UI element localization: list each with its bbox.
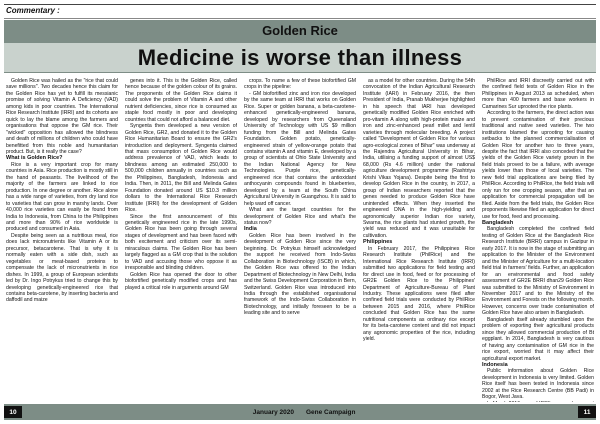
paragraph: PhilRice and IRRI discreetly carried out with the confined field tests of Golden Rice in the Philippines in August 2013 as scheduled, when more than 400 farmers and base workers in Camarines Sur uprooted the rice plants. (482, 78, 594, 110)
page-number-right: 11 (578, 406, 596, 418)
top-rule (4, 4, 596, 5)
paragraph: Rice is a very important crop for many countries in Asia. Rice production is mostly still in the hand of peasants. The livelihood of the majority of the farmers are linked to rice production. In one degree or another. Rice alone has a wide range of varieties, from dry land rice to varieties that can grow in marshy lands. Over 40,000 rice varieties can easily be found from India to Indonesia, from China to the Philippines and more than 90% of rice worldwide is produced and consumed in Asia. (6, 161, 118, 233)
section-rule (4, 18, 596, 19)
paragraph: Golden Rice was hailed as the "rice that could save millions". Two decades hence this claim for the Golden Rice has yet to fulfill its messianic promise of solving Vitamin A Deficiency (VAD) among kids in poor countries. The International Rice Research Institute (IRRI) and its cohorts are quick to lay the blame among the farmers and organisations that oppose the GM rice. Their "wicked" opposition has allowed the blindness and death of millions of children who could have benefitted from this noble and humanitarian product. But, is it really the case? (6, 78, 118, 155)
issue-date: January 2020 (252, 408, 294, 416)
article-subtitle: Medicine is worse than illness (4, 43, 596, 72)
paragraph: Public information about Golden Rice development in Indonesia is very limited. Golden Rice itself has been tested in Indonesia since 2002 at the Rice Research Centre (BB Padi) in Bogor, West Java. (482, 368, 594, 401)
text-column (125, 78, 237, 402)
paragraph: crops. To name a few of these biofortified GM crops in the pipeline: (244, 78, 356, 91)
paragraph: Since the first announcement of this genetically engineered rice in the late 1990s, Golden Rice has been going through several stages of development and has been faced with both excitement and criticism over its semi-miraculous claims. The Golden Rice has been largely flagged as a GM crop that is the solution to VAD and accusing those who oppose it as irresponsible and blinding children. (125, 213, 237, 272)
headline-banner (4, 20, 596, 73)
section-heading: What is Golden Rice? (6, 155, 63, 162)
section-heading: Bangladesh (482, 219, 514, 226)
section-label: Commentary : (6, 6, 60, 15)
section-heading: India (244, 226, 257, 233)
paragraph: as a model for other countries. During the 54th convocation of the Indian Agricultural Research Institute (IARI) in February 2016, the then President of India, Pranab Mukherjee highlighted in his speech that IARI has developed genetically modified Golden Rice enriched with pro-vitamin A along with high-protein maize and iron and zinc-enhanced pearl millet and lentil varieties through molecular breeding. A project called "Development of Golden Rice for various agro-ecological zones of Bihar" was underway at the Rajendra Agricultural University in Bihar, India, utilising a funding support of almost US$ 68,000 (Rs 4.6 million) under the national agriculture development programme (Rashtriya Krishi Vikas Yojana). Despite being the first to develop Golden Rice in the country, in 2017, a group of Indian researchers reported that the genes needed to produce Golden Rice have unintended effects. When they inserted the engineered DNA in the high-yielding and agronomically superior Indian rice variety, Swarna, the rice plants had stunted growth, the yield was reduced and it was unsuitable for cultivation. (363, 78, 475, 239)
paragraph: Despite being seen as a nutritious meal, rice does lack micronutrients like Vitamin A or its precursor, betacarotene. That is why it is normally eaten with a side dish, such as vegetables or meat-based proteins to compensate the lack of micronutrients in rice dishes. In 1999, a group of European scientists led by Dr. Ingo Potrykus tried to change this by developing genetically-engineered rice that contains beta-carotene, by inserting bacteria and daffodil and maize (6, 232, 118, 304)
text-column (6, 78, 118, 402)
paragraph: Bangladesh completed the confined field testing of Golden Rice at the Bangladesh Rice Research Institute (BRRI) campus in Gazipur in early 2017. It is now in the stage of submitting an application to the Minister of the Environment and the Minister of Agriculture for a multi-location field trial in farmers' fields. Further, an application for an environmental and food safety assessment of GR2E BRRI dhan29 Golden Rice was submitted to the Ministry of Environment in November 2017 and to the Ministry of the Environment and Forests on the following month. However, concerns over trade contamination of Golden Rice have also arisen in Bangladesh. (482, 226, 594, 317)
page-number-left: 10 (4, 406, 22, 418)
paragraph: According to the farmers, the direct action was to prevent contamination of their precious traditional and native seed varieties. The two institutions blamed the uprooting for causing setbacks to the planned commercialisation of Golden Rice for another two to three years, despite the fact that IRRI also conceded that the yields of the Golden Rice variety grown in the field trials proved to be a failure, with average yields lower than those of local varieties. The new field trial applications are being filed by PhilRice. According to PhilRice, the field trials will only run for one cropping season, after that an application for commercial propagation will be filed. Aside from the field trials, the Golden Rice proponents likewise filed an application for direct use for food, feed and processing. (482, 110, 594, 220)
text-column (244, 78, 356, 402)
text-column (363, 78, 475, 402)
section-heading: Indonesia (482, 361, 508, 368)
section-heading: Philippines (363, 239, 393, 246)
paragraph: In February 2017, the Philippines Rice Research Institute (PhilRice) and the International Rice Research Institute (IRRI) submitted two applications for field testing and for direct use in food, feed or for processing of GR2E Golden Rice to the Philippines' Department of Agriculture-Bureau of Plant Industry. These applications were filed after confined field trials were conducted by PhilRice between 2015 and 2016, where PhilRice concluded that Golden Rice has the same nutritional components as ordinary rice except for its beta-carotene content and did not impact any agronomic properties of the rice, including yield. (363, 245, 475, 343)
paragraph: What are the target countries for the development of Golden Rice and what's the status now? (244, 207, 356, 226)
paragraph: - GM biofortified zinc and iron rice developed by the same team at IRRI that works on Golden Rice. Super or golden banana, a beta-carotene-enhanced genetically-engineered banana, developed by researchers from Queensland University of Technology with US $9 million funding from the Bill and Melinda Gates Foundation. Golden potato, genetically-engineered strain of yellow-orange potato that contains vitamin A and vitamin E, developed by a group of scientists at Ohio State University and the Indian National Agency for New Technologies. Purple rice, genetically-engineered rice that contains the antioxidant anthocyanin compounds found in blueberries, developed by a team at the South China Agricultural University in Guangzhou. It is said to help ward off cancer. (244, 90, 356, 207)
page-footer (4, 404, 596, 420)
paragraph: Golden Rice has been involved in the development of Golden Rice since the very beginning. Dr. Potrykus himself acknowledged the support he received from Indo-Swiss Collaboration in Biotechnology (ISCB) in which, the Golden Rice was offered to the Indian Department of Biotechnology in New Delhi, India and the Swiss Development Corporation in Bern, Switzerland. Golden Rice was introduced into India through the established organisational framework of the Indo-Swiss Collaboration in Biotechnology, and initially foreseen to be a leading site and to serve (244, 232, 356, 317)
article-title: Golden Rice (262, 23, 338, 38)
paragraph: Syngenta then developed a new version of Golden Rice, GR2, and donated it to the Golden Rice Humanitarian Board to ensure the GR2's introduction and deployment. Syngenta claimed that mass consumption of Golden Rice would address prevalence of VAD, which leads to blindness among an estimated 250,000 to 500,000 children annually in countries such as the Philippines, Bangladesh, Indonesia and India. Then, in 2011, the Bill and Melinda Gates Foundation donated around US $10.3 million dollars to the International Rice Research Institute (IRRI) for the development of Golden Rice. (125, 123, 237, 214)
publication-name: Gene Campaign (306, 408, 356, 416)
text-column (482, 78, 594, 402)
paragraph: genes into it. This is the Golden Rice, called hence because of the golden colour of its grains. The proponents of the Golden Rice claims it could solve the problem of Vitamin A and other nutrient deficiencies, since rice is consumed as staple food mostly in poor and developing countries that could not afford a balanced diet. (125, 78, 237, 123)
paragraph: Bangladesh itself already stumbled upon the problem of exporting their agricultural products since they allowed commercial production of Bt eggplant. In 2014, Bangladesh is very cautious of having any contamination of GM rice in the rice export, worried that it may affect their agricultural export market. (482, 316, 594, 362)
paragraph (482, 401, 594, 402)
article-body (6, 78, 594, 402)
paragraph: Golden Rice has opened the door to other biofortified genetically modified crops and has played a critical role in arguments around GM (125, 271, 237, 291)
